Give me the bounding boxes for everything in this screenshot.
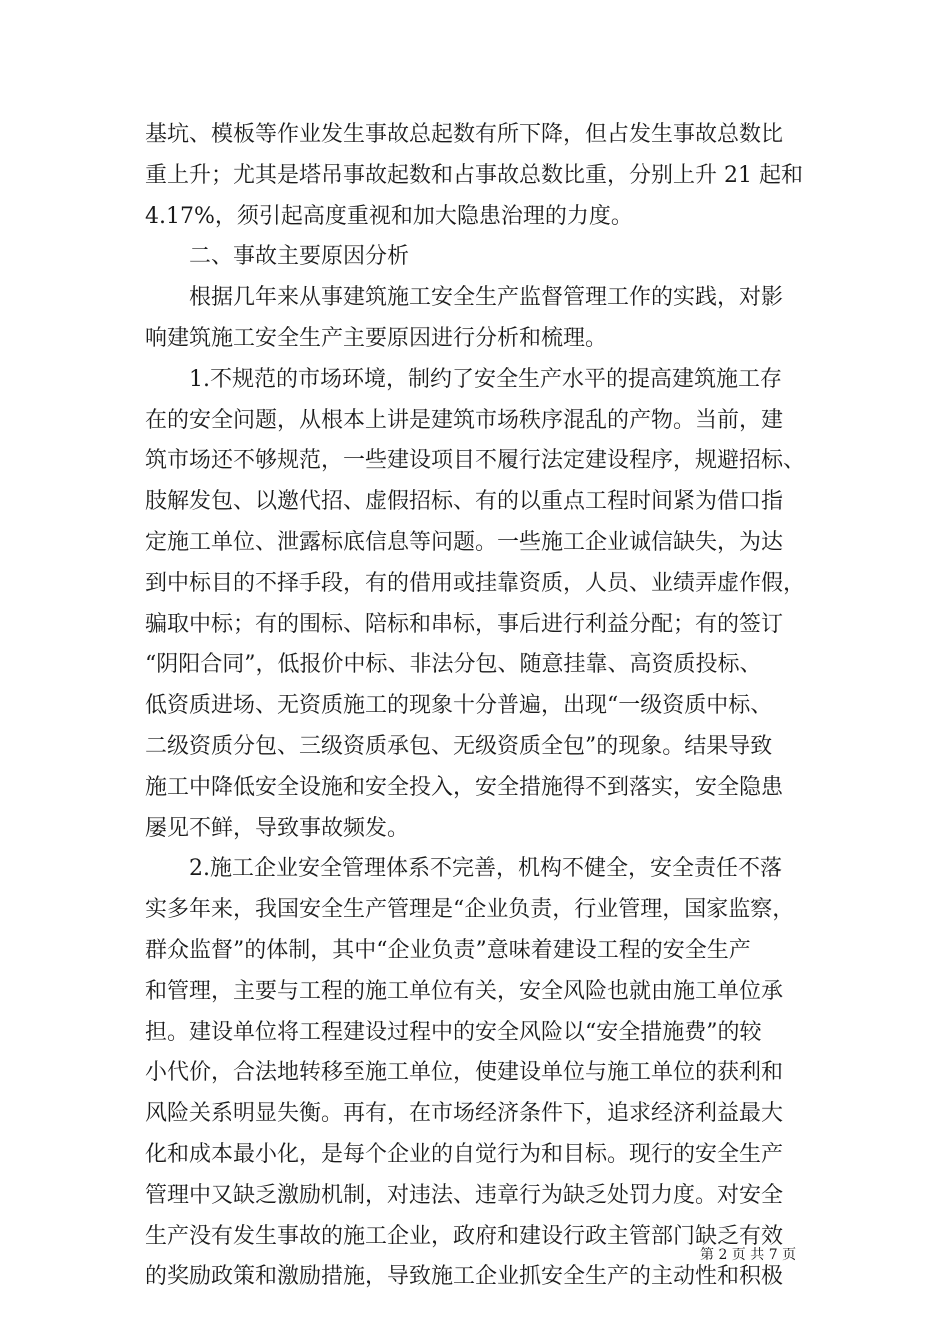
- text-line: 到中标目的不择手段，有的借用或挂靠资质，人员、业绩弄虚作假，: [145, 570, 805, 596]
- text-line: 骗取中标；有的围标、陪标和串标，事后进行利益分配；有的签订: [145, 611, 784, 637]
- text-line: 和管理，主要与工程的施工单位有关，安全风险也就由施工单位承: [145, 978, 784, 1004]
- text-line: 小代价，合法地转移至施工单位，使建设单位与施工单位的获利和: [145, 1060, 784, 1086]
- text-line: 实多年来，我国安全生产管理是“企业负责，行业管理，国家监察，: [145, 897, 795, 923]
- text-line: 管理中又缺乏激励机制，对违法、违章行为缺乏处罚力度。对安全: [145, 1182, 784, 1208]
- text-line: 二级资质分包、三级资质承包、无级资质全包”的现象。结果导致: [145, 733, 773, 759]
- text-line: 定施工单位、泄露标底信息等问题。一些施工企业诚信缺失，为达: [145, 529, 784, 555]
- text-line: 生产没有发生事故的施工企业，政府和建设行政主管部门缺乏有效: [145, 1223, 784, 1249]
- text-line: 响建筑施工安全生产主要原因进行分析和梳理。: [145, 325, 608, 351]
- text-line: 化和成本最小化，是每个企业的自觉行为和目标。现行的安全生产: [145, 1141, 784, 1167]
- document-body: [145, 115, 805, 1298]
- text-line: 肢解发包、以邀代招、虚假招标、有的以重点工程时间紧为借口指: [145, 489, 784, 515]
- text-line: 屡见不鲜，导致事故频发。: [145, 815, 410, 841]
- section-heading: 二、事故主要原因分析: [145, 244, 410, 270]
- text-line: 筑市场还不够规范，一些建设项目不履行法定建设程序，规避招标、: [145, 448, 805, 474]
- text-line: 根据几年来从事建筑施工安全生产监督管理工作的实践，对影: [145, 285, 784, 311]
- text-line: “阴阳合同”，低报价中标、非法分包、随意挂靠、高资质投标、: [145, 652, 762, 678]
- text-line: 施工中降低安全设施和安全投入，安全措施得不到落实，安全隐患: [145, 774, 784, 800]
- text-line: 低资质进场、无资质施工的现象十分普遍，出现“一级资质中标、: [145, 693, 773, 719]
- text-line: 2.施工企业安全管理体系不完善，机构不健全，安全责任不落: [145, 856, 782, 882]
- text-line: 群众监督”的体制，其中“企业负责”意味着建设工程的安全生产: [145, 937, 751, 963]
- text-line: 在的安全问题，从根本上讲是建筑市场秩序混乱的产物。当前，建: [145, 407, 784, 433]
- text-line: 风险关系明显失衡。再有，在市场经济条件下，追求经济利益最大: [145, 1101, 784, 1127]
- page-number: 第 2 页 共 7 页: [700, 1247, 797, 1263]
- text-line: 基坑、模板等作业发生事故总起数有所下降，但占发生事故总数比: [145, 122, 784, 147]
- text-line: 重上升；尤其是塔吊事故起数和占事故总数比重，分别上升 21 起和: [145, 162, 803, 188]
- text-line: 1.不规范的市场环境，制约了安全生产水平的提高建筑施工存: [145, 366, 782, 392]
- text-line: 担。建设单位将工程建设过程中的安全风险以“安全措施费”的较: [145, 1019, 762, 1045]
- text-line: 的奖励政策和激励措施，导致施工企业抓安全生产的主动性和积极: [145, 1264, 784, 1290]
- text-line: 4.17%，须引起高度重视和加大隐患治理的力度。: [145, 203, 633, 229]
